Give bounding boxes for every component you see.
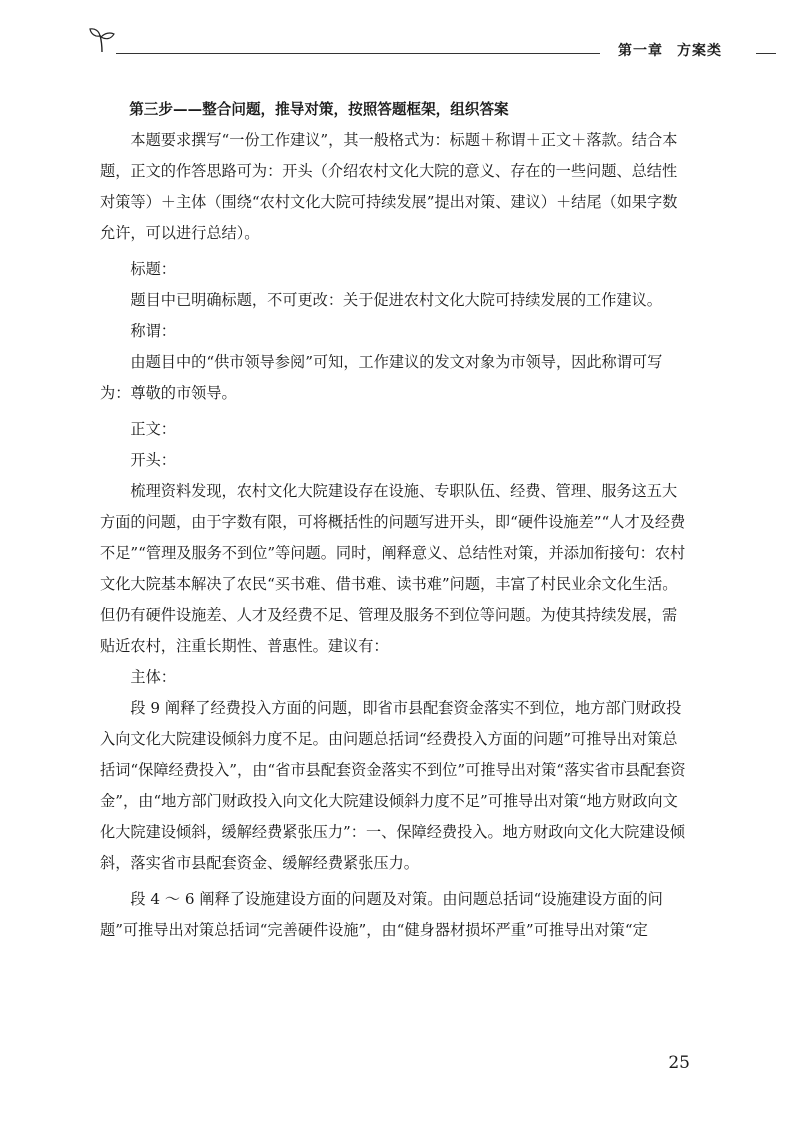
chapter-heading [618, 40, 722, 60]
header-rule-right [756, 53, 776, 54]
paragraph-4-6-analysis: 段 4 ～ 6 阐释了设施建设方面的问题及对策。由问题总括词“设施建设方面的问题”可推导出对策总括词“完善硬件设施”，由“健身器材损坏严重”可推导出对策“定 [100, 890, 663, 939]
opening-paragraph: 梳理资料发现，农村文化大院建设存在设施、专职队伍、经费、管理、服务这五大方面的问题，由于字数有限，可将概括性的问题写进开头，即“硬件设施差”“人才及经费不足”“管理及服务不到位”等问题。同时，阐释意义、总结性对策，并添加衔接句：农村文化大院基本解决了农民“买书难、借书难、读书难”问题，丰富了村民业余文化生活。但仍有硬件设施差、人才及经费不足、管理及服务不到位等问题。为使其持续发展，需贴近农村，注重长期性、普惠性。建议有： [100, 482, 686, 655]
chapter-section: 方案类 [677, 43, 722, 59]
chapter-number: 第一章 [618, 43, 663, 59]
intro-paragraph: 本题要求撰写“一份工作建议”，其一般格式为：标题＋称谓＋正文＋落款。结合本题，正文的作答思路可为：开头（介绍农村文化大院的意义、存在的一些问题、总结性对策等）＋主体（围绕“农村文化大院可持续发展”提出对策、建议）＋结尾（如果字数允许，可以进行总结）。 [100, 131, 678, 242]
page-body [100, 94, 690, 946]
main-text-label: 正文： [130, 420, 176, 438]
page-number: 25 [668, 1053, 690, 1073]
salutation-label: 称谓： [130, 322, 176, 340]
body-label: 主体： [130, 668, 176, 686]
running-header [84, 26, 774, 66]
title-label: 标题： [130, 260, 176, 278]
step-title: 第三步——整合问题，推导对策，按照答题框架，组织答案 [129, 101, 509, 118]
paragraph-9-analysis: 段 9 阐释了经费投入方面的问题，即省市县配套资金落实不到位，地方部门财政投入向文化大院建设倾斜力度不足。由问题总括词“经费投入方面的问题”可推导出对策总括词“保障经费投入”，由“省市县配套资金落实不到位”可推导出对策“落实省市县配套资金”，由“地方部门财政投入向文化大院建设倾斜力度不足”可推导出对策“地方财政向文化大院建设倾斜，缓解经费紧张压力”：一、保障经费投入。地方财政向文化大院建设倾斜，落实省市县配套资金、缓解经费紧张压力。 [100, 699, 686, 872]
header-rule-left [116, 53, 600, 54]
opening-label: 开头： [130, 451, 176, 469]
salutation-paragraph: 由题目中的“供市领导参阅”可知，工作建议的发文对象为市领导，因此称谓可写为：尊敬的市领导。 [100, 353, 663, 402]
title-paragraph: 题目中已明确标题，不可更改：关于促进农村文化大院可持续发展的工作建议。 [130, 291, 662, 309]
leaf-sprout-icon [88, 26, 116, 54]
